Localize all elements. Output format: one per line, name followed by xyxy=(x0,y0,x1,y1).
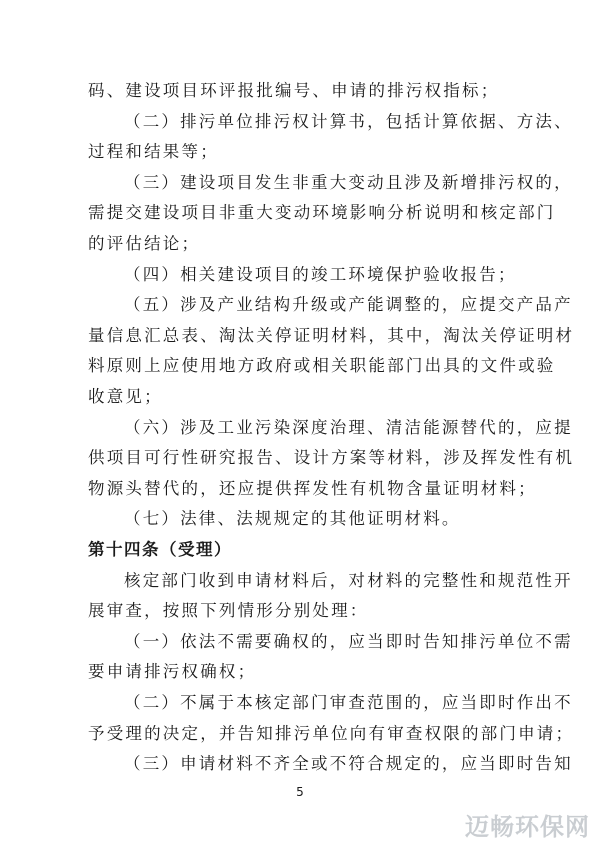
text-line: 核定部门收到申请材料后，对材料的完整性和规范性开 xyxy=(124,570,573,590)
text-line: 要申请排污权确权； xyxy=(88,662,257,682)
text-line: 料原则上应使用地方政府或相关职能部门出具的文件或验 xyxy=(88,356,556,376)
text-line: （二）排污单位排污权计算书，包括计算依据、方法、 xyxy=(124,111,573,131)
text-line: 码、建设项目环评报批编号、申请的排污权指标； xyxy=(88,81,500,100)
text-line: （五）涉及产业结构升级或产能调整的，应提交产品产 xyxy=(124,295,573,315)
text-line: 的评估结论； xyxy=(88,234,201,253)
text-line: 量信息汇总表、淘汰关停证明材料，其中，淘汰关停证明材 xyxy=(88,325,575,345)
text-line: 予受理的决定，并告知排污单位向有审查权限的部门申请； xyxy=(88,723,575,743)
text-line: （四）相关建设项目的竣工环境保护验收报告； xyxy=(124,264,517,284)
text-line: 展审查，按照下列情形分别处理： xyxy=(88,601,369,621)
text-line: （一）依法不需要确权的，应当即时告知排污单位不需 xyxy=(124,631,573,651)
text-line: （三）申请材料不齐全或不符合规定的，应当即时告知 xyxy=(124,754,573,774)
article-heading: 第十四条（受理） xyxy=(88,540,232,559)
text-line: 物源头替代的，还应提供挥发性有机物含量证明材料； xyxy=(88,478,537,498)
page-number: 5 xyxy=(296,785,304,799)
text-line: 需提交建设项目非重大变动环境影响分析说明和核定部门 xyxy=(88,203,556,223)
watermark-logo: 迈畅环保网 xyxy=(465,813,590,841)
text-line: 收意见； xyxy=(88,387,163,406)
text-line: 供项目可行性研究报告、设计方案等材料，涉及挥发性有机 xyxy=(88,448,575,468)
text-line: （三）建设项目发生非重大变动且涉及新增排污权的， xyxy=(124,172,573,192)
text-line: 过程和结果等； xyxy=(88,142,219,162)
text-line: （六）涉及工业污染深度治理、清洁能源替代的，应提 xyxy=(124,417,573,437)
text-line: （七）法律、法规规定的其他证明材料。 xyxy=(124,509,461,529)
text-line: （二）不属于本核定部门审查范围的，应当即时作出不 xyxy=(124,693,573,712)
